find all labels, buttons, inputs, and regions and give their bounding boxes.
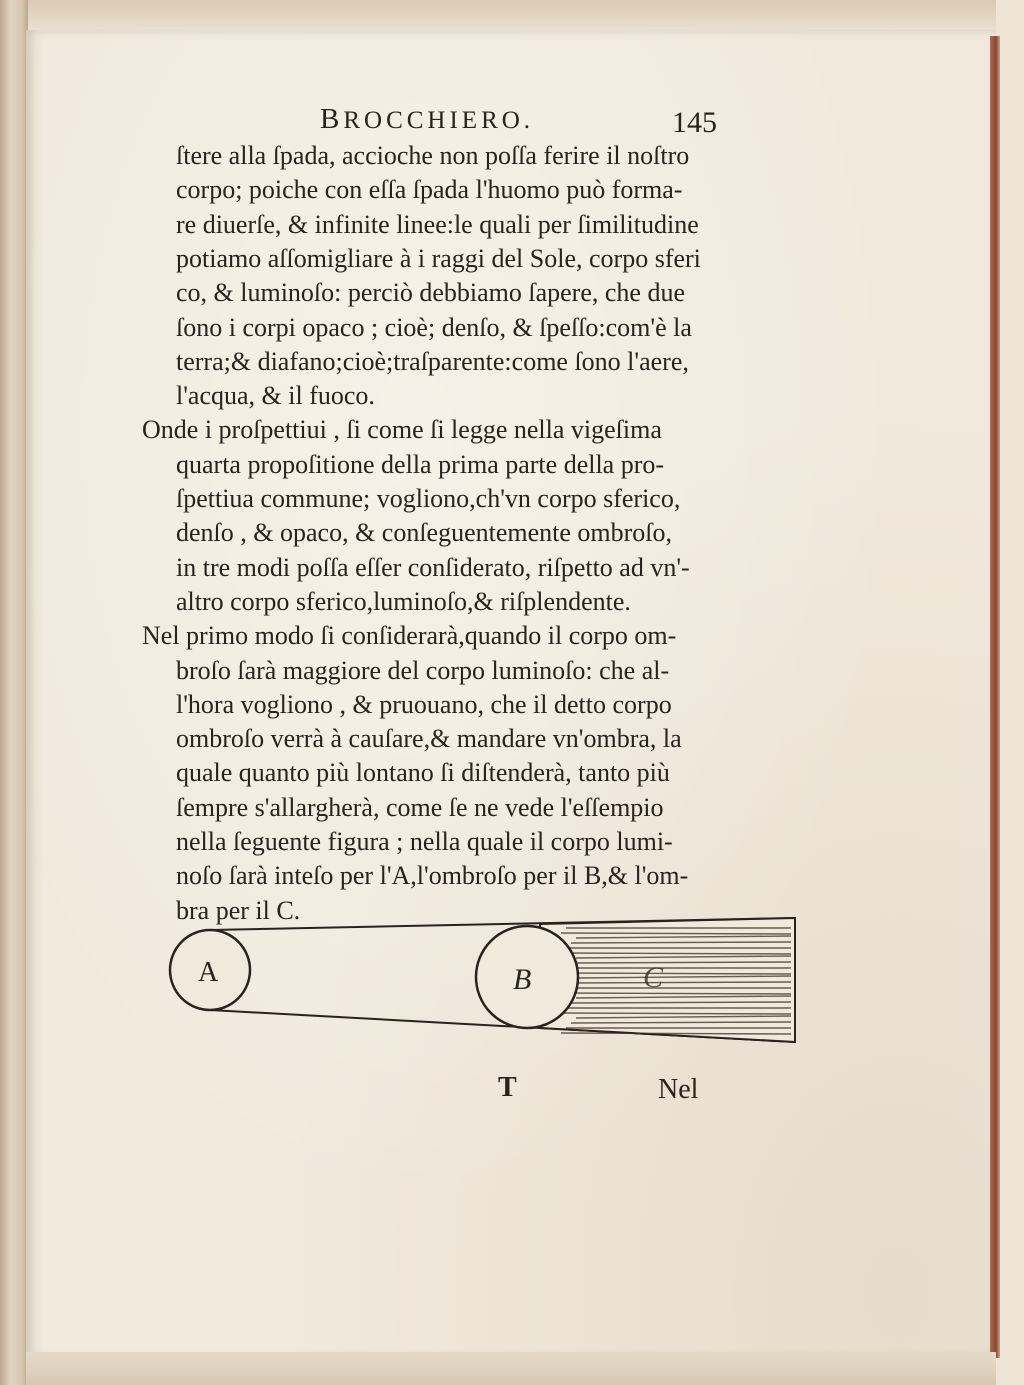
catchword: Nel [658,1074,699,1105]
page-top-edge [26,0,996,32]
text-line: ſono i corpi opaco ; cioè; denſo, & ſpeſſo:com'è la [176,312,692,342]
text-line: in tre modi poſſa eſſer conſiderato, riſpetto ad vn'- [176,552,690,582]
text-line: quarta propoſitione della prima parte della pro- [176,449,665,479]
text-line: nella ſeguente figura ; nella quale il corpo lumi- [176,827,673,856]
figure-label-a: A [198,957,219,988]
hatch-stroke [561,993,791,994]
text-line: Onde i proſpettiui , ſi come ſi legge nella vigeſima [142,415,662,445]
hatch-stroke [561,953,791,954]
signature-mark: T [498,1072,517,1103]
text-line: corpo; poiche con eſſa ſpada l'huomo può forma- [176,175,683,205]
text-line: re diuerſe, & infinite linee:le quali per ſimilitudine [176,209,699,239]
page-number: 145 [672,106,717,139]
hatch-stroke [571,1002,791,1003]
hatch-stroke [561,1033,791,1034]
text-line: ſpettiua commune; vogliono,ch'vn corpo sferico, [176,484,681,513]
text-line: l'hora vogliono , & pruouano, che il detto corpo [176,689,672,719]
facing-page-edge [0,0,28,1385]
shadow-diagram [165,910,805,1045]
text-line: broſo ſarà maggiore del corpo luminoſo: che al- [176,655,670,685]
hatch-stroke [561,933,791,934]
text-line: l'acqua, & il fuoco. [176,381,375,411]
page-bottom-edge [26,1352,996,1385]
text-line: quale quanto più lontano ſi diſtenderà, tanto più [176,758,670,788]
figure-label-b: B [513,963,532,996]
figure-label-c: C [643,961,664,994]
hatch-stroke [571,942,791,943]
text-line: denſo , & opaco, & conſeguentemente ombroſo, [176,518,673,548]
text-line: ombroſo verrà à cauſare,& mandare vn'ombra, la [176,724,682,754]
text-line: altro corpo sferico,luminoſo,& riſplendente. [176,586,631,616]
hatch-stroke [571,1022,791,1023]
text-line: terra;& diafano;cioè;traſparente:come ſono l'aere, [176,346,689,376]
text-line: ſtere alla ſpada, accioche non poſſa ferire il noſtro [176,141,690,170]
hatch-stroke [571,982,791,983]
text-line: ſempre s'allargherà, come ſe ne vede l'eſſempio [176,792,664,822]
hatch-stroke [571,962,791,963]
hatch-stroke [561,973,791,974]
hatch-stroke [561,1013,791,1014]
text-line: Nel primo modo ſi conſiderarà,quando il corpo om- [142,621,677,651]
text-line: co, & luminoſo: perciò debbiamo ſapere, che due [176,278,685,308]
running-title: BROCCHIERO. [320,103,535,135]
binding-edge [990,36,1000,1358]
text-line: potiamo aſſomigliare à i raggi del Sole, corpo sferi [176,243,701,273]
text-line: noſo ſarà inteſo per l'A,l'ombroſo per il B,& l'om- [176,861,689,891]
text-line: bra per il C. [176,895,301,925]
